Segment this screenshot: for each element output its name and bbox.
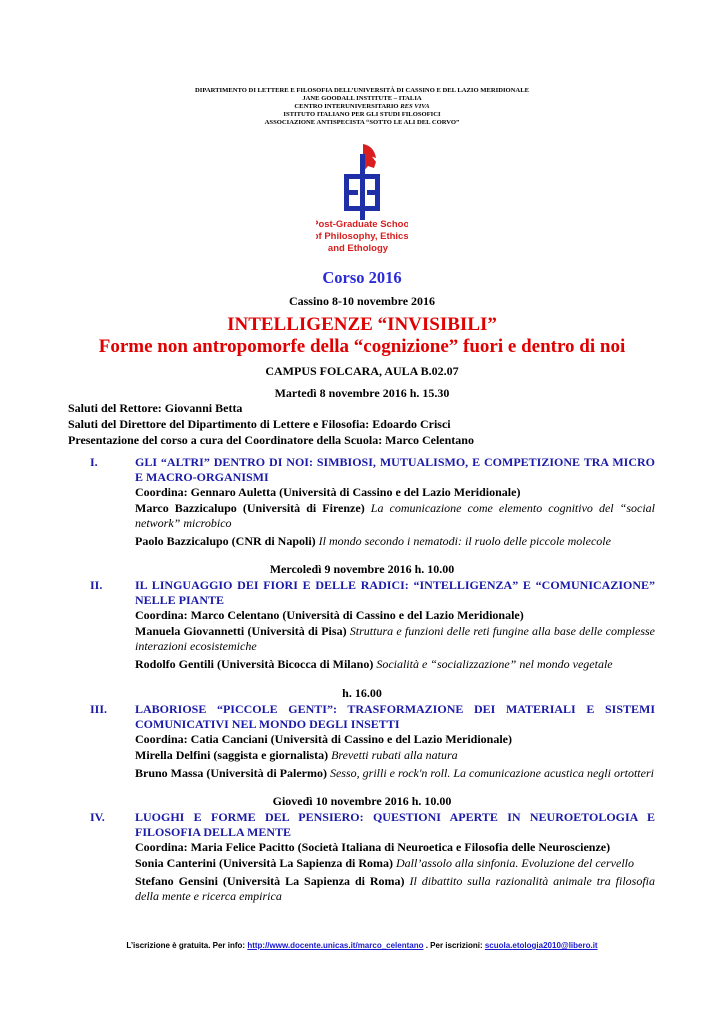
talk-title: Sesso, grilli e rock'n roll. La comunicazione acustica negli ortotteri (329, 766, 654, 780)
logo-text-line3: and Ethology (327, 243, 389, 254)
subtitle: Forme non antropomorfe della “cognizione” fuori e dentro di noi (98, 336, 626, 357)
talk-title: La comunicazione come elemento cognitivo del “social network” microbico (135, 501, 656, 530)
session-title: IL LINGUAGGIO DEI FIORI E DELLE RADICI: “INTELLIGENZA” E “COMUNICAZIONE” NELLE PIANTE (135, 578, 655, 607)
registration-footer (0, 941, 724, 950)
institution-line: CENTRO INTERUNIVERSITARIO RES VIVA (294, 103, 430, 110)
speaker-name: Stefano Gensini (Università La Sapienza di Roma) (135, 874, 405, 888)
footer-text: . Per iscrizioni: (423, 941, 485, 950)
session-number: II. (90, 578, 103, 592)
speaker-entry (135, 748, 655, 763)
intro-line: Presentazione del corso a cura del Coordinatore della Scuola: Marco Celentano (68, 433, 474, 447)
talk-title: Il dibattito sulla razionalità animale tra filosofia della mente e ricerca empirica (135, 874, 655, 903)
session-coordinator: Coordina: Gennaro Auletta (Università di Cassino e del Lazio Meridionale) (135, 485, 521, 499)
main-title: INTELLIGENZE “INVISIBILI” (227, 314, 497, 335)
opening-remarks (68, 400, 474, 448)
session-number: I. (90, 455, 98, 469)
day-heading: Giovedì 10 novembre 2016 h. 10.00 (272, 794, 452, 808)
footer-text: L’iscrizione è gratuita. Per info: (126, 941, 248, 950)
session-coordinator: Coordina: Maria Felice Pacitto (Società Italiana di Neuroetica e Filosofia delle Neuroscienze) (135, 840, 611, 854)
institutions-header (0, 87, 724, 127)
institution-line: JANE GOODALL INSTITUTE – ITALIA (302, 95, 422, 102)
speaker-name: Marco Bazzicalupo (Università di Firenze) (135, 501, 365, 515)
institution-name-italic: RES VIVA (400, 103, 430, 110)
session-coordinator: Coordina: Catia Canciani (Università di Cassino e del Lazio Meridionale) (135, 732, 512, 746)
school-logo (316, 140, 408, 260)
logo-text-line2: of Philosophy, Ethics, (316, 231, 408, 242)
session-title: LUOGHI E FORME DEL PENSIERO: QUESTIONI APERTE IN NEUROETOLOGIA E FILOSOFIA DELLA MENTE (135, 810, 655, 839)
talk-title: Socialità e “socializzazione” nel mondo vegetale (376, 657, 613, 671)
session-number: IV. (90, 810, 105, 824)
talk-title: Il mondo secondo i nematodi: il ruolo delle piccole molecole (318, 534, 611, 548)
info-link[interactable]: http://www.docente.unicas.it/marco_celentano (247, 941, 424, 950)
day-heading: Martedì 8 novembre 2016 h. 15.30 (274, 386, 450, 400)
talk-title: Dall’assolo alla sinfonia. Evoluzione del cervello (396, 856, 634, 870)
speaker-name: Mirella Delfini (saggista e giornalista) (135, 748, 329, 762)
talk-title: Brevetti rubati alla natura (331, 748, 458, 762)
time-heading: h. 16.00 (342, 686, 382, 700)
speaker-name: Bruno Massa (Università di Palermo) (135, 766, 327, 780)
speaker-name: Manuela Giovannetti (Università di Pisa) (135, 624, 347, 638)
institution-line: DIPARTIMENTO DI LETTERE E FILOSOFIA DELL’UNIVERSITÀ DI CASSINO E DEL LAZIO MERIDIONALE (195, 87, 529, 94)
intro-line: Saluti del Direttore del Dipartimento di Lettere e Filosofia: Edoardo Crisci (68, 417, 451, 431)
speaker-name: Sonia Canterini (Università La Sapienza di Roma) (135, 856, 394, 870)
course-title: Corso 2016 (322, 268, 402, 287)
institution-line: ASSOCIAZIONE ANTISPECISTA “SOTTO LE ALI DEL CORVO” (264, 119, 460, 126)
course-dates: Cassino 8-10 novembre 2016 (288, 294, 436, 308)
venue: CAMPUS FOLCARA, AULA B.02.07 (265, 364, 459, 378)
speaker-entry (135, 874, 655, 904)
speaker-entry (135, 766, 655, 781)
session-coordinator: Coordina: Marco Celentano (Università di Cassino e del Lazio Meridionale) (135, 608, 524, 622)
session-title: GLI “ALTRI” DENTRO DI NOI: SIMBIOSI, MUTUALISMO, E COMPETIZIONE TRA MICRO E MACRO-ORGANISMI (135, 455, 655, 484)
speaker-entry (135, 501, 655, 531)
email-link[interactable]: scuola.etologia2010@libero.it (484, 941, 598, 950)
speaker-name: Paolo Bazzicalupo (CNR di Napoli) (135, 534, 316, 548)
speaker-entry (135, 534, 655, 549)
speaker-entry (135, 624, 655, 654)
session-number: III. (90, 702, 108, 716)
talk-title: Struttura e funzioni delle reti fungine alla base delle complesse interazioni ecosistemiche (135, 624, 655, 653)
institution-line: ISTITUTO ITALIANO PER GLI STUDI FILOSOFICI (283, 111, 441, 118)
session-title: LABORIOSE “PICCOLE GENTI”: TRASFORMAZIONE DEI MATERIALI E SISTEMI COMUNICATIVI NEL MONDO DEGLI INSETTI (135, 702, 655, 731)
speaker-name: Rodolfo Gentili (Università Bicocca di Milano) (135, 657, 374, 671)
logo-text-line1: Post-Graduate School (316, 219, 408, 230)
day-heading: Mercoledì 9 novembre 2016 h. 10.00 (269, 562, 455, 576)
speaker-entry (135, 657, 655, 672)
speaker-entry (135, 856, 655, 871)
intro-line: Saluti del Rettore: Giovanni Betta (68, 401, 243, 415)
